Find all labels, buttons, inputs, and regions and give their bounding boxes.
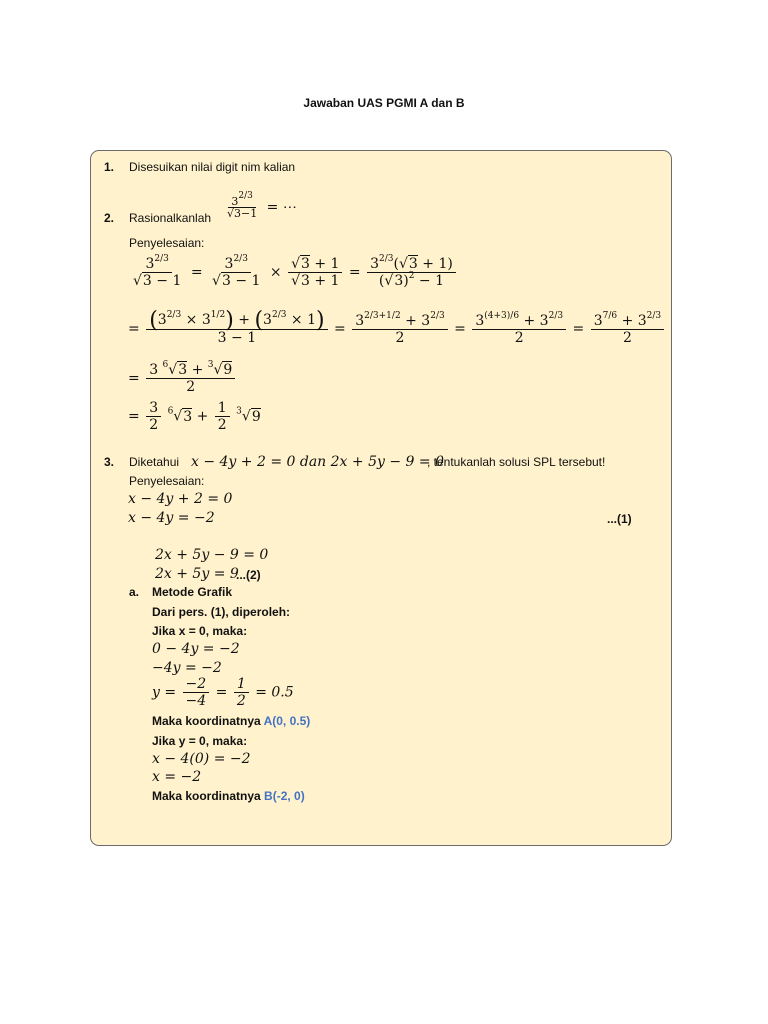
point-a-label: A(0, 0.5) bbox=[263, 714, 311, 728]
q3-equations: x − 4y + 2 = 0 dan 2x + 5y − 9 = 0 bbox=[191, 454, 444, 470]
q3-jika-x: Jika x = 0, maka: bbox=[152, 624, 248, 638]
q3-step-y1: x − 4(0) = −2 bbox=[152, 751, 251, 767]
q3-eq-d: 2x + 5y = 9 bbox=[155, 566, 239, 582]
q3-prompt-suffix: , tentukanlah solusi SPL tersebut! bbox=[427, 455, 606, 469]
page-title: Jawaban UAS PGMI A dan B bbox=[303, 96, 465, 110]
q2-step3: = $\frac{3 ^6√3 + ^3√9}{2}$ bbox=[128, 362, 237, 395]
q2-prompt: Rasionalkanlah bbox=[129, 211, 212, 225]
q3-dari: Dari pers. (1), diperoleh: bbox=[152, 605, 291, 619]
q3-step-y2: x = −2 bbox=[152, 769, 202, 785]
q3-jika-y: Jika y = 0, maka: bbox=[152, 734, 248, 748]
q1-text: Disesuikan nilai digit nim kalian bbox=[129, 160, 296, 174]
q3-maka-a: Maka koordinatnya A(0, 0.5) bbox=[152, 714, 311, 728]
q3-eq-c: 2x + 5y − 9 = 0 bbox=[155, 547, 269, 563]
q3-eq1-tag: ...(1) bbox=[607, 512, 632, 526]
q3-prompt-prefix: Diketahui bbox=[129, 455, 180, 469]
q1-number: 1. bbox=[104, 160, 115, 174]
q2-expression: $\frac{3^{2/3}}{√3-1}$ = ⋯ bbox=[227, 191, 297, 220]
q3-eq-a: x − 4y + 2 = 0 bbox=[128, 491, 233, 507]
q2-penyelesaian: Penyelesaian: bbox=[129, 236, 205, 250]
q2-step1: $\frac{3^{2/3}}{√3 - 1}$ = $\frac{3^{2/3}}{√3 - 1}$ × $\frac{√3 + 1}{√3 + 1}$ = $\frac{3^{2/3}(√3 + 1)}{(√3)^2 - 1}$ bbox=[128, 256, 458, 289]
q3-penyelesaian: Penyelesaian: bbox=[129, 474, 205, 488]
q3-number: 3. bbox=[104, 455, 115, 469]
q3-eq-b: x − 4y = −2 bbox=[128, 510, 215, 526]
q2-step4: = $\frac{3}{2}$ $^6$√3 + $\frac{1}{2}$ $^3$√9 bbox=[128, 400, 261, 433]
q3-step-x3: y = $\frac{-2}{-4}$ = $\frac{1}{2}$ = 0.5 bbox=[152, 676, 294, 709]
q3-eq2-tag: ...(2) bbox=[236, 568, 261, 582]
q2-number: 2. bbox=[104, 211, 115, 225]
q3-step-x1: 0 − 4y = −2 bbox=[152, 641, 240, 657]
q3-maka-b: Maka koordinatnya B(-2, 0) bbox=[152, 789, 305, 803]
q3-a-title: Metode Grafik bbox=[152, 585, 233, 599]
q3-step-x2: −4y = −2 bbox=[152, 660, 222, 676]
point-b-label: B(-2, 0) bbox=[264, 789, 305, 803]
q3-a-number: a. bbox=[129, 585, 140, 599]
q2-step2: = $\frac{(3^{2/3} \times 3^{1/2}) + (3^{2/3} \times 1)}{3 - 1}$ = $\frac{3^{2/3+1/2} + 3^{2/3}}{2}$ = $\frac{3^{(4+3)/6} + 3^{2/3}}{2}$ = $\frac{3^{7/6} + 3^{2/3}}{2}$ bbox=[128, 312, 666, 346]
